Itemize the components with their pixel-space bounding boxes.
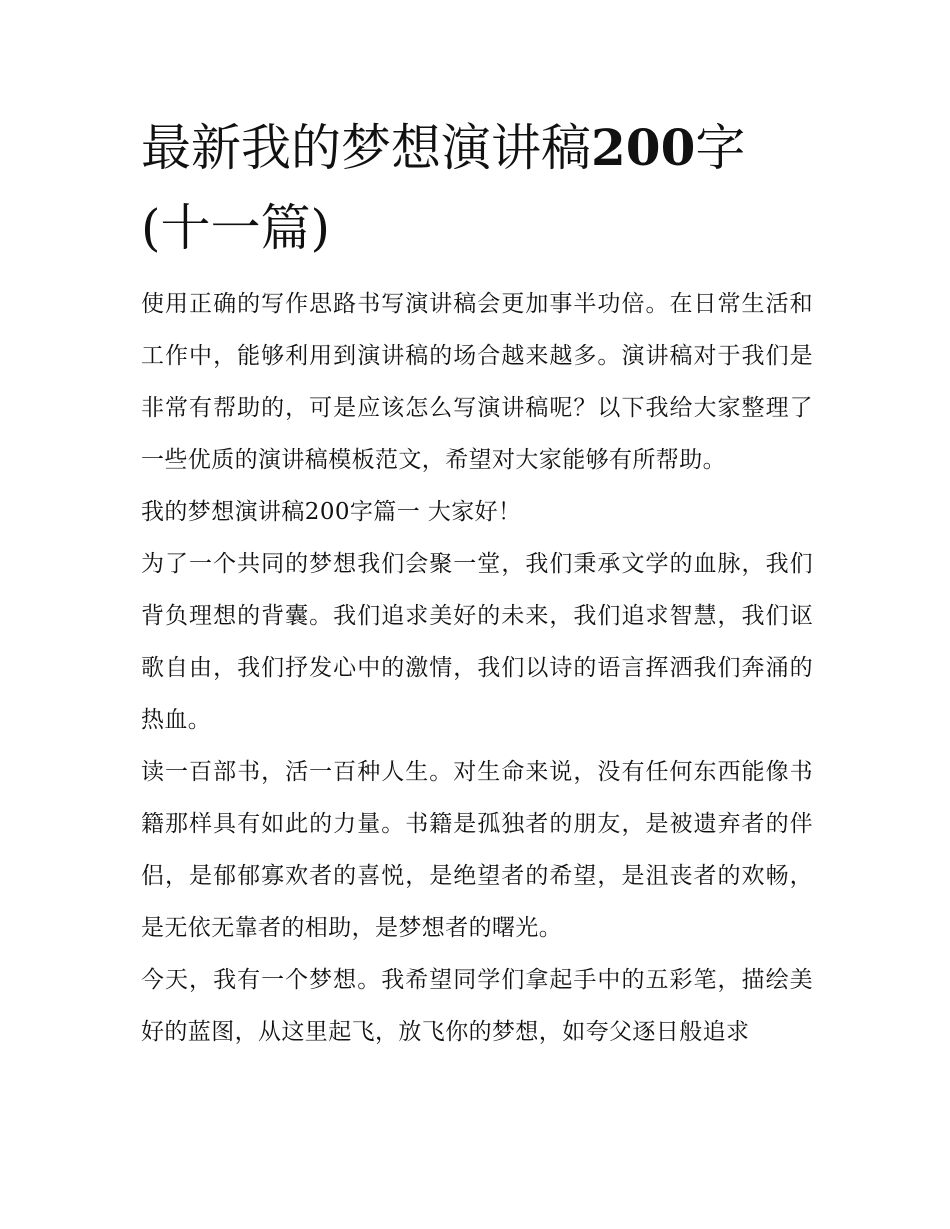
- paragraph-dream-gathering: 为了一个共同的梦想我们会聚一堂，我们秉承文学的血脉，我们背负理想的背囊。我们追求美好的未来，我们追求智慧，我们讴歌自由，我们抒发心中的激情，我们以诗的语言挥洒我们奔涌的热血。: [141, 551, 813, 733]
- paragraph-intro: 使用正确的写作思路书写演讲稿会更加事半功倍。在日常生活和工作中，能够利用到演讲稿的场合越来越多。演讲稿对于我们是非常有帮助的，可是应该怎么写演讲稿呢？以下我给大家整理了一些优质的演讲稿模板范文，希望对大家能够有所帮助。: [141, 291, 813, 473]
- paragraph-books: 读一百部书，活一百种人生。对生命来说，没有任何东西能像书籍那样具有如此的力量。书籍是孤独者的朋友，是被遗弃者的伴侣，是郁郁寡欢者的喜悦，是绝望者的希望，是沮丧者的欢畅，是无依无靠者的相助，是梦想者的曙光。: [141, 759, 813, 941]
- document-title: 最新我的梦想演讲稿200字(十一篇): [141, 118, 746, 257]
- paragraph-today-dream: 今天，我有一个梦想。我希望同学们拿起手中的五彩笔，描绘美好的蓝图，从这里起飞，放飞你的梦想，如夸父逐日般追求: [141, 967, 813, 1045]
- paragraph-section-heading: 我的梦想演讲稿200字篇一 大家好！: [141, 499, 522, 525]
- document-page: [141, 108, 813, 1058]
- document-body: [141, 278, 813, 1058]
